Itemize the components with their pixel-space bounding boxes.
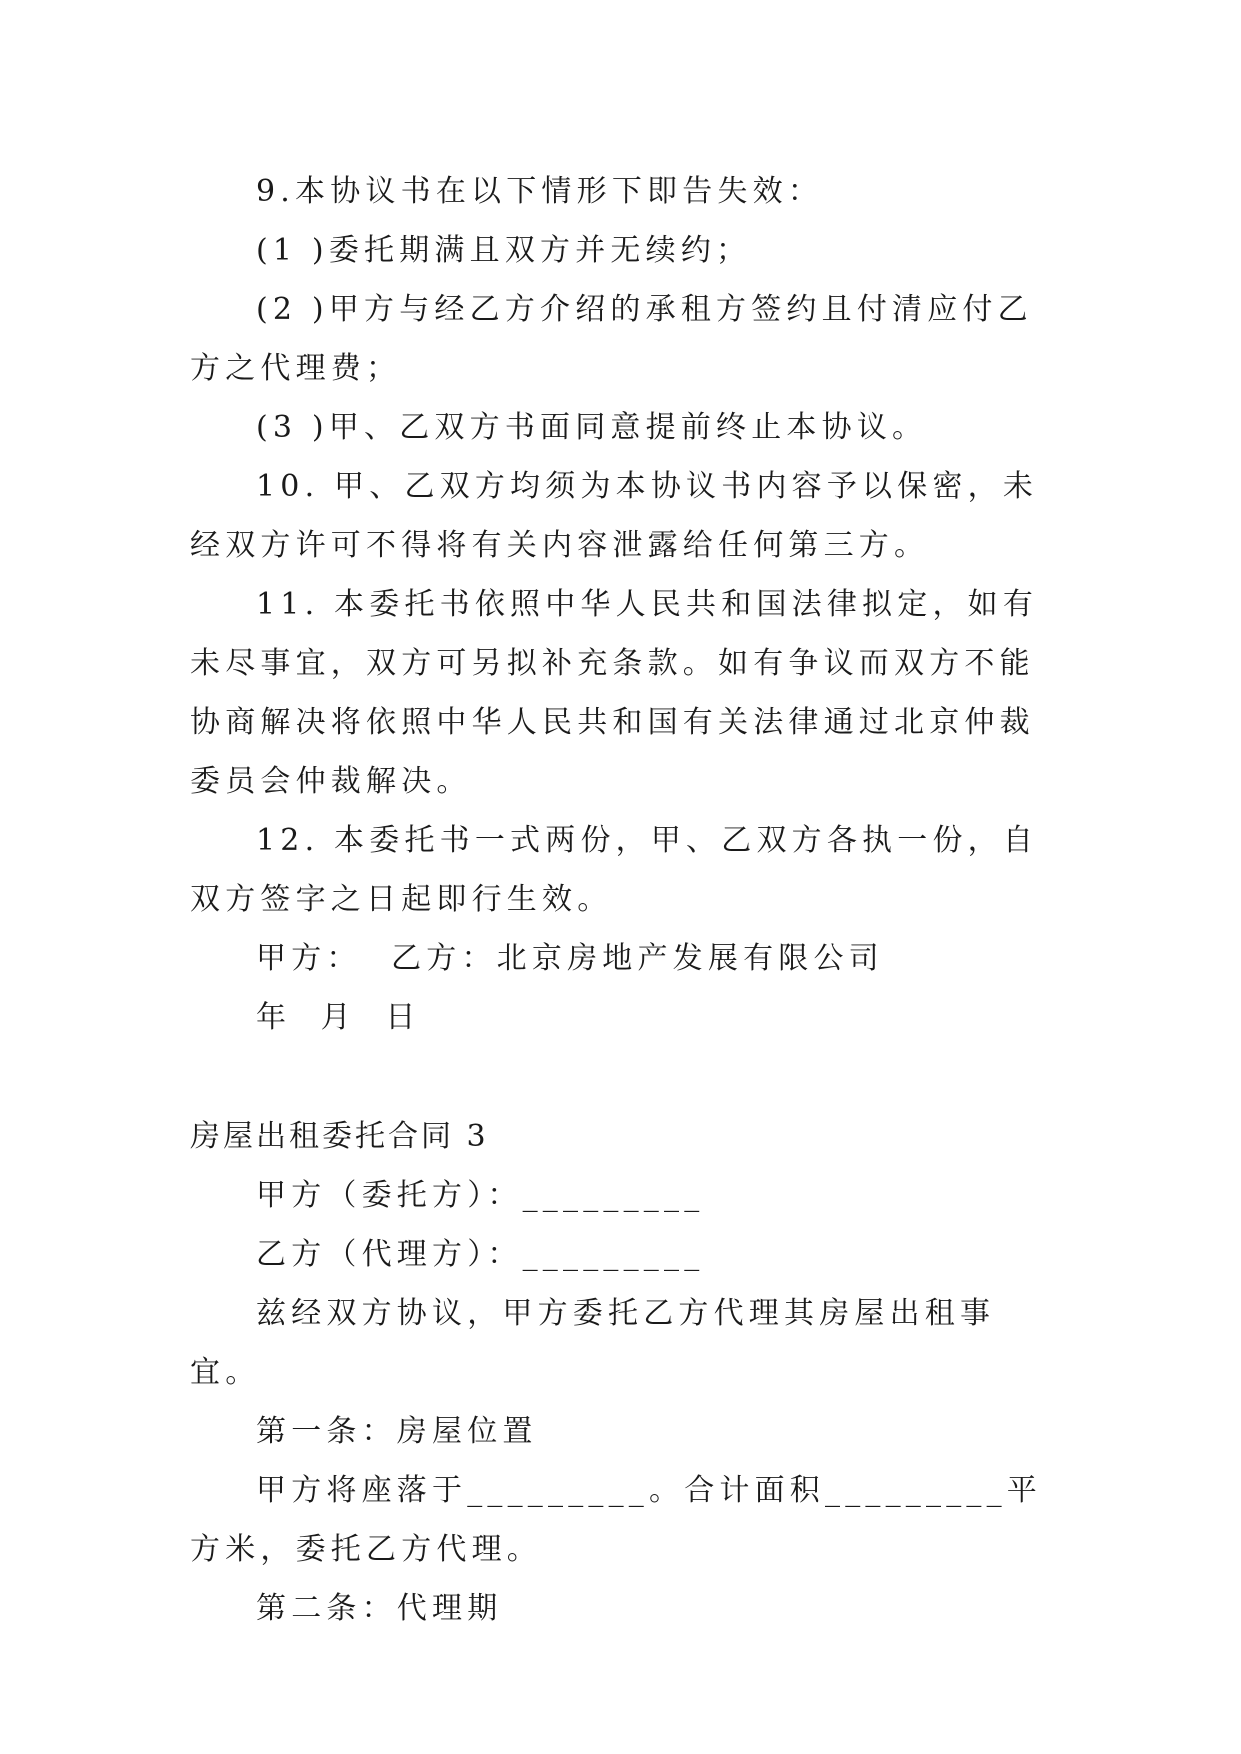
party-a-line: 甲方（委托方）：_________ [256,1178,705,1213]
article-2-heading: 第二条：代理期 [256,1591,503,1626]
clause-9-item-2: (2 )甲方与经乙方介绍的承租方签约且付清应付乙方之代理费； [190,292,1033,386]
clause-9: 9.本协议书在以下情形下即告失效： [256,174,824,209]
article-1-body: 甲方将座落于_________。合计面积_________平方米，委托乙方代理。 [190,1473,1042,1567]
clause-10: 10. 甲、乙双方均须为本协议书内容予以保密，未经双方许可不得将有关内容泄露给任何第三方。 [190,469,1039,563]
agreement-intro: 兹经双方协议，甲方委托乙方代理其房屋出租事宜。 [190,1296,996,1390]
signature-parties: 甲方： 乙方：北京房地产发展有限公司 [256,941,884,976]
article-1-heading: 第一条：房屋位置 [256,1414,538,1449]
signature-date: 年 月 日 [256,1000,421,1035]
section-title: 房屋出租委托合同 3 [190,1119,489,1154]
clause-9-item-3: (3 )甲、乙双方书面同意提前终止本协议。 [256,410,928,445]
section-spacer [190,1047,1050,1107]
document-body [190,162,1050,1638]
clause-9-item-1: (1 )委托期满且双方并无续约； [256,233,752,268]
party-b-line: 乙方（代理方）：_________ [256,1237,705,1272]
clause-11: 11. 本委托书依照中华人民共和国法律拟定，如有未尽事宜，双方可另拟补充条款。如有争议而双方不能协商解决将依照中华人民共和国有关法律通过北京仲裁委员会仲裁解决。 [190,587,1039,799]
clause-12: 12. 本委托书一式两份，甲、乙双方各执一份，自双方签字之日起即行生效。 [190,823,1039,917]
